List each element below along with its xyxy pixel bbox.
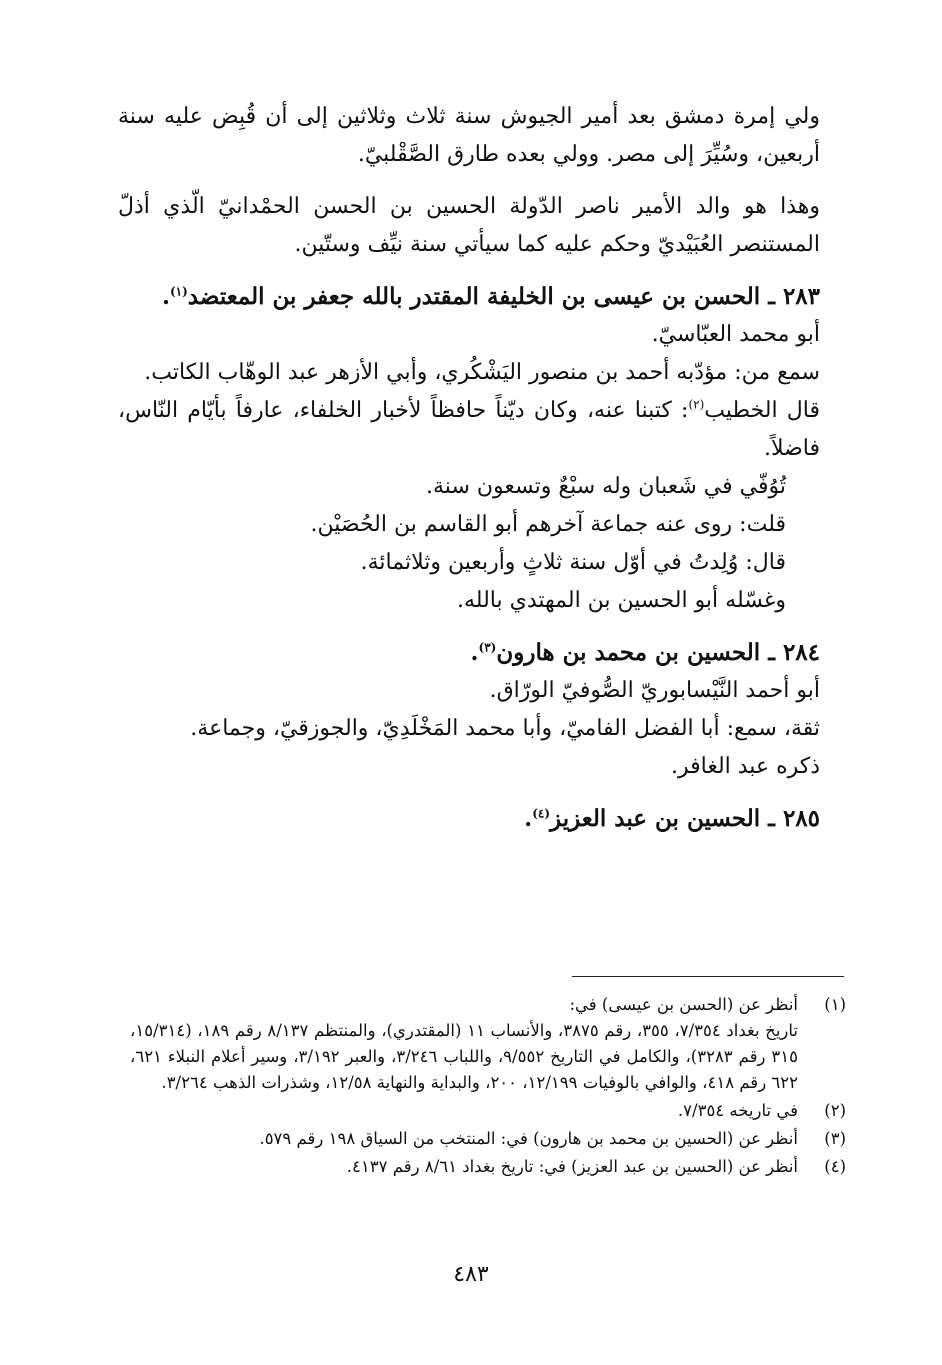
footnote-number: (٤): [824, 1157, 846, 1176]
entry-283-teachers: سمع من: مؤدّبه أحمد بن منصور اليَشْكُري، وأبي الأزهر عبد الوهّاب الكاتب.: [144, 360, 820, 385]
paragraph-2: وهذا هو والد الأمير ناصر الدّولة الحسين بن الحسن الحمْدانيّ الّذي أذلّ المستنصر العُبَيْديّ وحكم عليه كما سيأتي سنة نيِّف وستّين.: [118, 194, 820, 257]
entry-284-kunya: أبو أحمد النَّيْسابوريّ الصُّوفيّ الورّاق.: [489, 678, 820, 703]
paragraph-1: ولي إمرة دمشق بعد أمير الجيوش سنة ثلاث وثلاثين إلى أن قُبِض عليه سنة أربعين، وسُيِّرَ إلى مصر. وولي بعده طارق الصَّقْلبيّ.: [118, 104, 820, 167]
footnote-number: (١): [824, 995, 846, 1014]
entry-284-thiqa: ثقة، سمع: أبا الفضل الفاميّ، وأبا محمد المَخْلَدِيّ، والجوزقيّ، وجماعة.: [190, 716, 820, 741]
entry-283-washed: وغسّله أبو الحسين بن المهتدي بالله.: [457, 588, 786, 613]
entry-283-khatib-quote: قال الخطيب$^{(٢)}$: كتبنا عنه، وكان ديّناً حافظاً لأخبار الخلفاء، عارفاً بأيّام النّاس، فاضلاً.: [118, 397, 820, 461]
footnote-3: [130, 1126, 846, 1152]
page-number: ٤٨٣: [453, 1262, 489, 1287]
entry-283-title: ٢٨٣ ـ الحسن بن عيسى بن الخليفة المقتدر بالله جعفر بن المعتضد: [187, 283, 820, 310]
entry-283-kunya: أبو محمد العبّاسيّ.: [651, 322, 820, 347]
footnote-line: أنظر عن (الحسين بن محمد بن هارون) في: المنتخب من السياق ١٩٨ رقم ٥٧٩.: [259, 1129, 798, 1148]
entry-284-title: ٢٨٤ ـ الحسين بن محمد بن هارون: [496, 639, 820, 666]
entry-285-title: ٢٨٥ ـ الحسين بن عبد العزيز: [550, 805, 820, 832]
footnote-ref-3: (٣): [478, 640, 497, 655]
footnote-divider: [572, 976, 844, 977]
entry-285-heading: ٢٨٥ ـ الحسين بن عبد العزيز$^{(٤)}$.: [524, 805, 820, 832]
entry-283-heading: ٢٨٣ ـ الحسن بن عيسى بن الخليفة المقتدر بالله جعفر بن المعتضد$^{(١)}$.: [161, 283, 820, 310]
entry-284-mention: ذكره عبد الغافر.: [670, 754, 820, 779]
main-text: [118, 98, 844, 838]
footnote-line: تاريخ بغداد ٧/٣٥٤، ٣٥٥، رقم ٣٨٧٥، والأنساب ١١ (المقتدري)، والمنتظم ٨/١٣٧ رقم ١٨٩، (١٥/٣١٤، ٣١٥ رقم ٣٢٨٣)، والكامل في التاريخ ٩/٥٥٢، واللباب ٣/٢٤٦، والعبر ٣/١٩٢، وسير أعلام النبلاء ٦٢١، ٦٢٢ رقم ٤١٨، والوافي بالوفيات ١٢/١٩٩، ٢٠٠، والبداية والنهاية ١٢/٥٨، وشذرات الذهب ٣/٢٦٤.: [130, 1021, 799, 1092]
footnote-ref-4: (٤): [532, 806, 551, 821]
footnote-line: أنظر عن (الحسن بن عيسى) في:: [569, 995, 798, 1014]
footnote-number: (٣): [824, 1129, 846, 1148]
entry-283-death: تُوُفّي في شَعبان وله سبْعٌ وتسعون سنة.: [426, 474, 786, 499]
entry-283-birth: قال: وُلِدتُ في أوّل سنة ثلاثٍ وأربعين وثلاثمائة.: [360, 550, 786, 575]
footnote-ref-2: (٢): [688, 397, 705, 412]
footnote-4: [130, 1154, 846, 1180]
footnote-line: في تاريخه ٧/٣٥٤.: [677, 1101, 798, 1120]
footnotes: [130, 992, 846, 1182]
footnote-line: أنظر عن (الحسين بن عبد العزيز) في: تاريخ بغداد ٨/٦١ رقم ٤١٣٧.: [346, 1157, 798, 1176]
footnote-ref-1: (١): [169, 284, 188, 299]
footnote-1: [130, 992, 846, 1096]
footnote-number: (٢): [824, 1101, 846, 1120]
entry-283-qultu: قلت: روى عنه جماعة آخرهم أبو القاسم بن الحُصَيْن.: [310, 512, 786, 537]
entry-284-heading: ٢٨٤ ـ الحسين بن محمد بن هارون$^{(٣)}$.: [470, 639, 820, 666]
footnote-2: [130, 1098, 846, 1124]
